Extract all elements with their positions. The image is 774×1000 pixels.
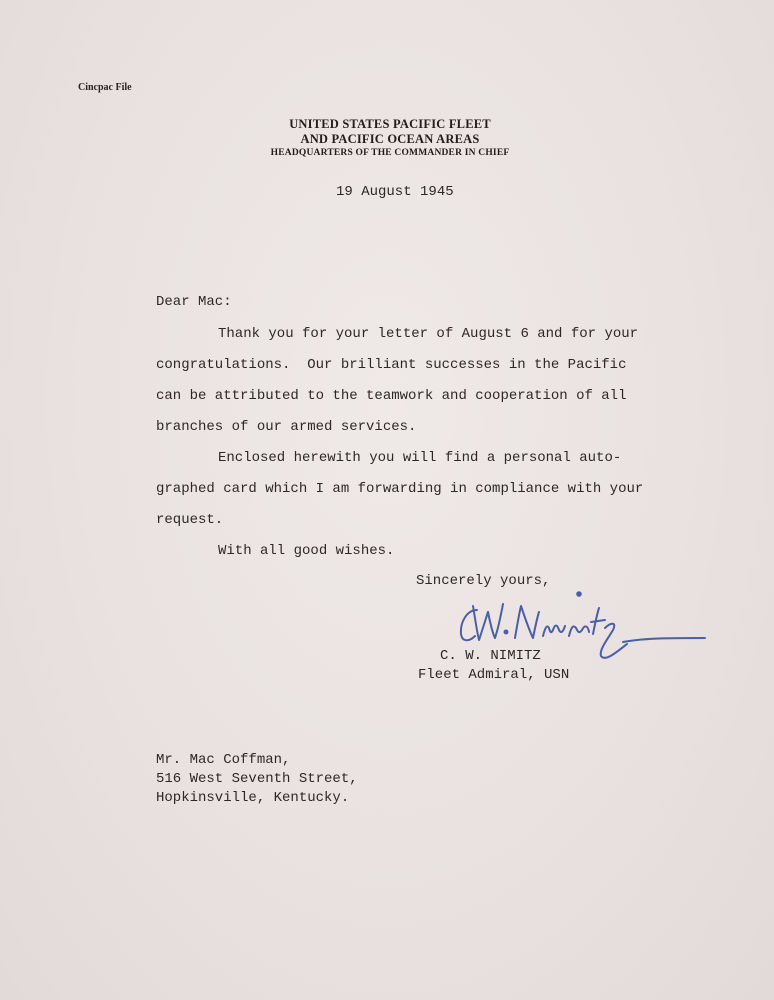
closing: Sincerely yours, [416,573,551,589]
body-line: Enclosed herewith you will find a personal auto- [218,450,622,466]
letter-date: 19 August 1945 [336,184,454,200]
body-line: congratulations. Our brilliant successes in the Pacific [156,357,627,373]
body-line: graphed card which I am forwarding in compliance with your [156,481,644,497]
letterhead-line-2: AND PACIFIC OCEAN AREAS [300,132,480,146]
salutation: Dear Mac: [156,294,232,310]
address-line: Mr. Mac Coffman, [156,752,291,768]
body-line: branches of our armed services. [156,419,417,435]
signatory-name: C. W. NIMITZ [440,648,541,664]
address-line: 516 West Seventh Street, [156,771,358,787]
body-line: Thank you for your letter of August 6 and for your [218,326,639,342]
handwritten-signature [455,588,715,678]
address-line: Hopkinsville, Kentucky. [156,790,350,806]
letterhead [200,117,580,160]
body-line: request. [156,512,224,528]
body-line: With all good wishes. [218,543,395,559]
letterhead-line-1: UNITED STATES PACIFIC FLEET [289,117,491,131]
signatory-title: Fleet Admiral, USN [418,667,570,683]
body-line: can be attributed to the teamwork and cooperation of all [156,388,627,404]
file-label: Cincpac File [78,82,132,93]
letterhead-line-3: HEADQUARTERS OF THE COMMANDER IN CHIEF [270,148,510,158]
